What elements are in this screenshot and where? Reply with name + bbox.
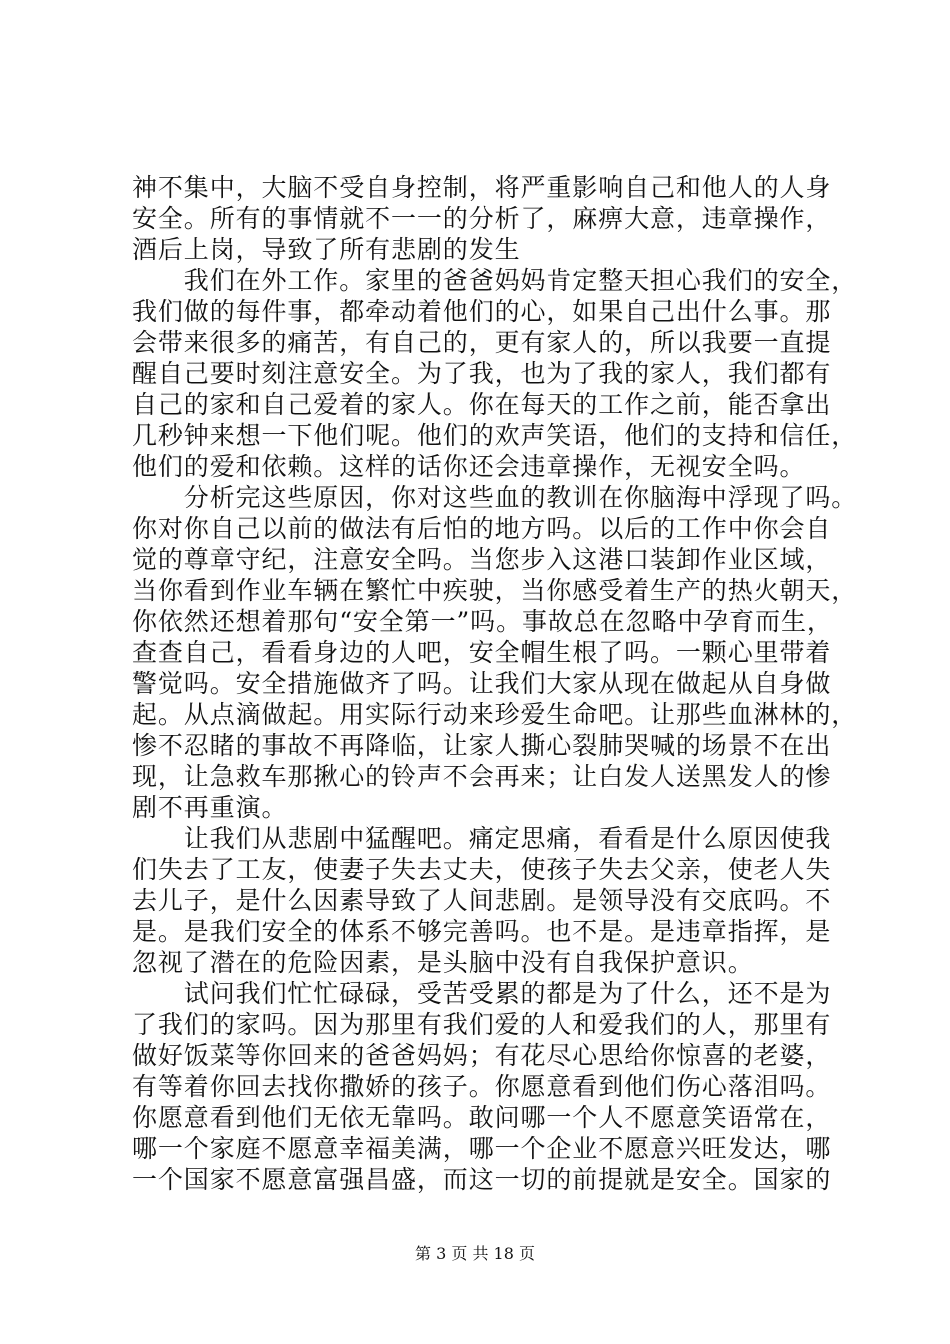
text-line: 起。从点滴做起。用实际行动来珍爱生命吧。让那些血淋林的， bbox=[132, 700, 858, 729]
text-line: 试问我们忙忙碌碌，受苦受累的都是为了什么，还不是为 bbox=[132, 979, 832, 1008]
text-line: 你愿意看到他们无依无靠吗。敢问哪一个人不愿意笑语常在， bbox=[132, 1103, 832, 1132]
text-line: 会带来很多的痛苦，有自己的，更有家人的，所以我要一直提 bbox=[132, 328, 832, 357]
text-line: 酒后上岗，导致了所有悲剧的发生 bbox=[132, 235, 521, 264]
text-line: 安全。所有的事情就不一一的分析了，麻痹大意，违章操作， bbox=[132, 204, 832, 233]
text-line: 自己的家和自己爱着的家人。你在每天的工作之前，能否拿出 bbox=[132, 390, 832, 419]
text-line: 哪一个家庭不愿意幸福美满，哪一个企业不愿意兴旺发达，哪 bbox=[132, 1134, 832, 1163]
text-line: 你依然还想着那句“安全第一”吗。事故总在忽略中孕育而生， bbox=[132, 607, 833, 636]
text-line: 我们在外工作。家里的爸爸妈妈肯定整天担心我们的安全， bbox=[132, 266, 858, 295]
text-line: 去儿子，是什么因素导致了人间悲剧。是领导没有交底吗。不 bbox=[132, 886, 832, 915]
text-line: 他们的爱和依赖。这样的话你还会违章操作，无视安全吗。 bbox=[132, 452, 806, 481]
text-line: 做好饭菜等你回来的爸爸妈妈；有花尽心思给你惊喜的老婆， bbox=[132, 1041, 832, 1070]
text-line: 一个国家不愿意富强昌盛，而这一切的前提就是安全。国家的 bbox=[132, 1165, 832, 1194]
page-footer bbox=[0, 1244, 950, 1264]
text-line: 现，让急救车那揪心的铃声不会再来；让白发人送黑发人的惨 bbox=[132, 762, 832, 791]
text-line: 是。是我们安全的体系不够完善吗。也不是。是违章指挥，是 bbox=[132, 917, 832, 946]
text-line: 让我们从悲剧中猛醒吧。痛定思痛，看看是什么原因使我 bbox=[132, 824, 832, 853]
body-text bbox=[132, 172, 858, 1195]
text-line: 剧不再重演。 bbox=[132, 793, 288, 822]
text-line: 我们做的每件事，都牵动着他们的心，如果自己出什么事。那 bbox=[132, 297, 832, 326]
text-line: 惨不忍睹的事故不再降临，让家人撕心裂肺哭喊的场景不在出 bbox=[132, 731, 832, 760]
text-line: 几秒钟来想一下他们呢。他们的欢声笑语，他们的支持和信任， bbox=[132, 421, 858, 450]
text-line: 分析完这些原因，你对这些血的教训在你脑海中浮现了吗。 bbox=[132, 483, 858, 512]
text-line: 查查自己，看看身边的人吧，安全帽生根了吗。一颗心里带着 bbox=[132, 638, 832, 667]
text-line: 们失去了工友，使妻子失去丈夫，使孩子失去父亲，使老人失 bbox=[132, 855, 832, 884]
text-line: 了我们的家吗。因为那里有我们爱的人和爱我们的人，那里有 bbox=[132, 1010, 832, 1039]
text-line: 神不集中，大脑不受自身控制，将严重影响自己和他人的人身 bbox=[132, 173, 832, 202]
text-line: 警觉吗。安全措施做齐了吗。让我们大家从现在做起从自身做 bbox=[132, 669, 832, 698]
text-line: 有等着你回去找你撒娇的孩子。你愿意看到他们伤心落泪吗。 bbox=[132, 1072, 832, 1101]
text-line: 你对你自己以前的做法有后怕的地方吗。以后的工作中你会自 bbox=[132, 514, 832, 543]
page-number-label: 第 3 页 共 18 页 bbox=[415, 1244, 535, 1263]
text-line: 忽视了潜在的危险因素，是头脑中没有自我保护意识。 bbox=[132, 948, 754, 977]
text-line: 觉的尊章守纪，注意安全吗。当您步入这港口装卸作业区域， bbox=[132, 545, 832, 574]
text-line: 醒自己要时刻注意安全。为了我，也为了我的家人，我们都有 bbox=[132, 359, 832, 388]
text-line: 当你看到作业车辆在繁忙中疾驶，当你感受着生产的热火朝天， bbox=[132, 576, 858, 605]
